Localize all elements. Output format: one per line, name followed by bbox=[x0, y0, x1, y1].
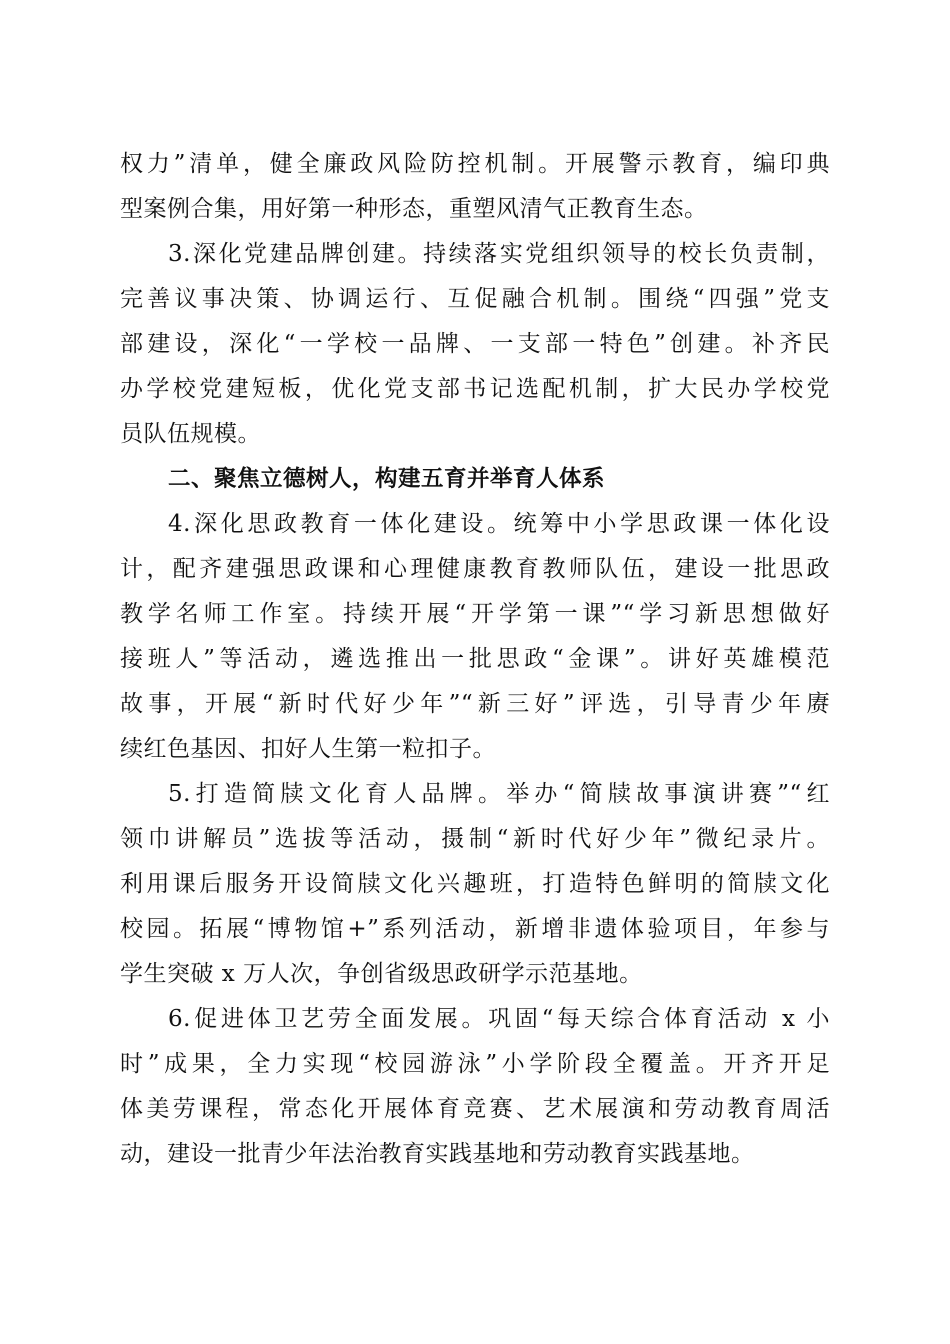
paragraph-line: 4.深化思政教育一体化建设。统筹中小学思政课一体化设 bbox=[168, 511, 830, 537]
paragraph-line: 3.深化党建品牌创建。持续落实党组织领导的校长负责制， bbox=[168, 241, 830, 267]
paragraph-line: 计，配齐建强思政课和心理健康教育教师队伍，建设一批思政 bbox=[120, 556, 830, 582]
paragraph-line: 员队伍规模。 bbox=[120, 421, 261, 447]
paragraph-line: 型案例合集，用好第一种形态，重塑风清气正教育生态。 bbox=[120, 196, 708, 222]
paragraph-line: 体美劳课程，常态化开展体育竞赛、艺术展演和劳动教育周活 bbox=[120, 1096, 830, 1122]
paragraph-line: 教学名师工作室。持续开展“开学第一课”“学习新思想做好 bbox=[120, 601, 830, 627]
section-heading: 二、聚焦立德树人，构建五育并举育人体系 bbox=[168, 466, 606, 492]
paragraph-line: 动，建设一批青少年法治教育实践基地和劳动教育实践基地。 bbox=[120, 1141, 755, 1167]
paragraph-line: 续红色基因、扣好人生第一粒扣子。 bbox=[120, 736, 496, 762]
paragraph-line: 时”成果，全力实现“校园游泳”小学阶段全覆盖。开齐开足 bbox=[120, 1051, 830, 1077]
paragraph-line: 故事，开展“新时代好少年”“新三好”评选，引导青少年赓 bbox=[120, 691, 830, 717]
paragraph-line: 部建设，深化“一学校一品牌、一支部一特色”创建。补齐民 bbox=[120, 331, 830, 357]
paragraph-line: 完善议事决策、协调运行、互促融合机制。围绕“四强”党支 bbox=[120, 286, 830, 312]
paragraph-line: 接班人”等活动，遴选推出一批思政“金课”。讲好英雄模范 bbox=[120, 646, 830, 672]
paragraph-line: 学生突破 x 万人次，争创省级思政研学示范基地。 bbox=[120, 961, 643, 987]
paragraph-line: 领巾讲解员”选拔等活动，摄制“新时代好少年”微纪录片。 bbox=[120, 826, 830, 852]
paragraph-line: 校园。拓展“博物馆+”系列活动，新增非遗体验项目，年参与 bbox=[120, 916, 830, 942]
paragraph-line: 办学校党建短板，优化党支部书记选配机制，扩大民办学校党 bbox=[120, 376, 830, 402]
paragraph-line: 权力”清单，健全廉政风险防控机制。开展警示教育，编印典 bbox=[120, 151, 830, 177]
document-body bbox=[120, 142, 830, 1177]
paragraph-line: 5.打造简牍文化育人品牌。举办“简牍故事演讲赛”“红 bbox=[168, 781, 830, 807]
paragraph-line: 利用课后服务开设简牍文化兴趣班，打造特色鲜明的简牍文化 bbox=[120, 871, 830, 897]
paragraph-line: 6.促进体卫艺劳全面发展。巩固“每天综合体育活动 x 小 bbox=[168, 1006, 830, 1032]
